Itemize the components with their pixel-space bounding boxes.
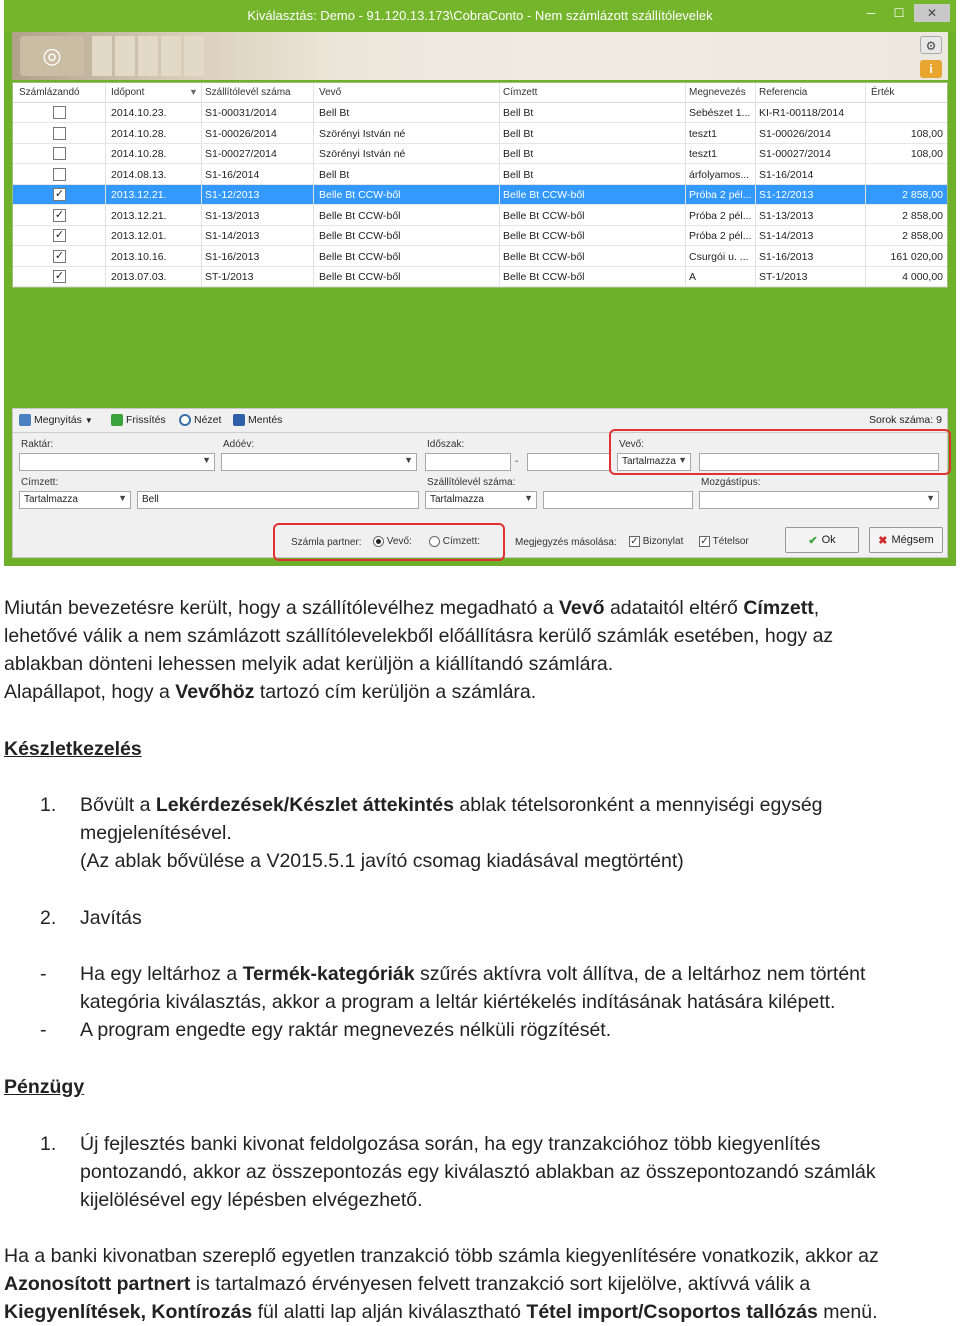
table-row[interactable] <box>13 144 947 164</box>
cell-cimzett: Bell Bt <box>503 107 534 119</box>
cimzett-input[interactable] <box>137 491 419 509</box>
mozgas-select[interactable] <box>699 491 939 509</box>
cell-cimzett: Bell Bt <box>503 127 534 140</box>
cell-ertek: 161 020,00 <box>890 250 943 263</box>
table-row[interactable] <box>13 185 947 205</box>
column-header-szamlazando[interactable]: Számlázandó <box>19 87 80 98</box>
fix-2: A program engedte egy raktár megnevezés nélküli rögzítését. <box>80 1019 612 1041</box>
refresh-label: Frissítés <box>126 414 166 426</box>
keszlet-item-1-line-3: (Az ablak bővülése a V2015.5.1 javító csomag kiadásával megtörtént) <box>80 850 684 872</box>
open-label: Megnyitás <box>34 414 82 426</box>
cancel-button[interactable] <box>869 527 943 553</box>
penzugy-item-line-1: Új fejlesztés banki kivonat feldolgozása során, ha egy tranzakcióhoz több kiegyenlítés <box>80 1133 821 1155</box>
row-checkbox[interactable] <box>53 106 66 119</box>
row-checkbox[interactable]: ✓ <box>54 188 65 200</box>
cimzett-mode-value: Tartalmazza <box>24 494 78 505</box>
table-row[interactable] <box>13 247 947 267</box>
tetelsor-checkbox[interactable] <box>699 536 749 547</box>
fix-1-line-1: Ha egy leltárhoz a Termék-kategóriák szűrés aktívra volt állítva, de a leltárhoz nem történt <box>80 963 866 985</box>
tetelsor-label: Tételsor <box>712 536 749 548</box>
column-header-ertek[interactable]: Érték <box>871 87 895 98</box>
radio-vevo-label: Vevő: <box>386 536 412 548</box>
table-row[interactable] <box>13 165 947 185</box>
closing-line-3: Kiegyenlítések, Kontírozás fül alatti lap alján kiválasztható Tétel import/Csoportos tallózás menü. <box>4 1301 878 1323</box>
app-logo-icon: ◎ <box>20 36 84 76</box>
cell-date: 2013.10.16. <box>111 250 167 263</box>
cell-vevo: Szörényi István né <box>319 148 406 160</box>
cell-vevo: Bell Bt <box>319 107 350 119</box>
refresh-icon <box>111 414 123 426</box>
cell-date: 2014.10.28. <box>111 127 167 140</box>
save-button[interactable] <box>233 414 282 426</box>
row-checkbox[interactable]: ✓ <box>54 208 65 221</box>
closing-line-2: Azonosított partnert is tartalmazó érvényesen felvett tranzakció sort kijelölve, aktívvá válik a <box>4 1273 811 1295</box>
adoev-label: Adóév: <box>223 439 255 450</box>
row-checkbox[interactable]: ✓ <box>54 270 65 282</box>
cell-date: 2014.10.23. <box>111 107 167 119</box>
cell-date: 2013.12.21. <box>111 209 167 222</box>
penzugy-item-line-3: kijelölésével egy lépésben elvégezhető. <box>80 1189 423 1211</box>
minimize-button[interactable]: ─ <box>866 6 876 20</box>
row-checkbox[interactable] <box>53 127 66 140</box>
cell-vevo: Szörényi István né <box>319 127 406 140</box>
radio-vevo[interactable] <box>373 536 412 547</box>
row-count: Sorok száma: 9 <box>869 414 942 426</box>
cell-referencia: ST-1/2013 <box>759 271 808 283</box>
cell-cimzett: Belle Bt CCW-ből <box>503 250 585 263</box>
cimzett-mode-select[interactable] <box>19 491 131 509</box>
magnifier-icon <box>179 414 191 426</box>
chevron-down-icon: ▼ <box>404 455 413 465</box>
maximize-button[interactable]: ☐ <box>893 6 905 20</box>
table-row[interactable] <box>13 206 947 226</box>
heading-keszletkezeles: Készletkezelés <box>4 738 142 760</box>
table-row[interactable] <box>13 124 947 144</box>
cell-date: 2014.10.28. <box>111 148 167 160</box>
vevo-label: Vevő: <box>619 439 645 450</box>
cell-megnevezes: Csurgói u. ... <box>689 250 749 263</box>
row-checkbox[interactable]: ✓ <box>54 229 65 241</box>
folder-icon <box>19 414 31 426</box>
cell-ertek: 2 858,00 <box>902 230 943 242</box>
szallito-label: Szállítólevél száma: <box>427 477 516 488</box>
adoev-select[interactable] <box>221 453 417 471</box>
partner-label: Számla partner: <box>291 537 362 548</box>
mozgas-label: Mozgástípus: <box>701 477 761 488</box>
view-button[interactable] <box>179 414 221 426</box>
info-icon[interactable]: i <box>920 60 942 78</box>
cell-ertek: 108,00 <box>910 127 943 140</box>
checkmark-icon: ✔ <box>808 534 818 547</box>
row-checkbox[interactable] <box>53 147 66 160</box>
cell-megnevezes: Próba 2 pél... <box>689 189 752 201</box>
list-number: 2. <box>40 907 57 929</box>
szallito-mode-value: Tartalmazza <box>430 494 484 505</box>
cell-vevo: Belle Bt CCW-ből <box>319 271 401 283</box>
cell-vevo: Bell Bt <box>319 168 350 181</box>
cell-megnevezes: teszt1 <box>689 148 718 160</box>
vevo-mode-value: Tartalmazza <box>622 456 676 467</box>
cell-date: 2013.07.03. <box>111 271 167 283</box>
cell-number: S1-00031/2014 <box>205 107 277 119</box>
cell-number: S1-16/2014 <box>205 168 260 181</box>
save-label: Mentés <box>248 414 283 426</box>
cell-vevo: Belle Bt CCW-ből <box>319 230 401 242</box>
cell-megnevezes: Próba 2 pél... <box>689 230 752 242</box>
cell-megnevezes: Próba 2 pél... <box>689 209 752 222</box>
table-row[interactable] <box>13 267 947 287</box>
bizonylat-label: Bizonylat <box>642 536 684 548</box>
cell-date: 2014.08.13. <box>111 168 167 181</box>
chevron-down-icon: ▼ <box>926 493 935 503</box>
cell-cimzett: Bell Bt <box>503 168 534 181</box>
cell-referencia: KI-R1-00118/2014 <box>759 107 845 119</box>
column-header-idopont[interactable]: Időpont <box>111 87 145 98</box>
vevo-highlight-box <box>609 429 951 475</box>
intro-line-2: lehetővé válik a nem számlázott szállítólevelekből előállításra kerülő számlák esetében, hogy az <box>4 625 834 647</box>
cell-megnevezes: teszt1 <box>689 127 718 140</box>
column-header-szallitolevel[interactable]: Szállítólevél száma <box>205 87 291 98</box>
floppy-icon <box>233 414 245 426</box>
radio-cimzett-label: Címzett: <box>442 536 481 548</box>
cell-vevo: Belle Bt CCW-ből <box>319 189 401 201</box>
x-icon: ✖ <box>878 534 888 547</box>
cell-megnevezes: A <box>689 271 697 283</box>
idoszak-label: Időszak: <box>427 439 465 450</box>
intro-line-1: Miután bevezetésre került, hogy a szállítólevélhez megadható a Vevő adataitól eltérő Címzett, <box>4 597 820 619</box>
cell-megnevezes: Sebészet 1... <box>689 107 751 119</box>
keszlet-item-2: Javítás <box>80 907 142 929</box>
radio-selected-icon <box>373 536 384 547</box>
column-header-cimzett[interactable]: Címzett <box>503 87 538 98</box>
cell-referencia: S1-16/2013 <box>759 250 814 263</box>
cell-ertek: 4 000,00 <box>902 271 943 283</box>
grid-header <box>13 83 947 103</box>
szallito-mode-select[interactable] <box>425 491 537 509</box>
cancel-label: Mégsem <box>891 534 934 546</box>
cell-cimzett: Belle Bt CCW-ből <box>503 271 585 283</box>
refresh-button[interactable] <box>111 414 166 426</box>
idoszak-dash: - <box>515 456 519 467</box>
cell-cimzett: Belle Bt CCW-ből <box>503 189 585 201</box>
cell-number: S1-00027/2014 <box>205 148 277 160</box>
penzugy-item-line-2: pontozandó, akkor az összepontozás egy kiválasztó ablakban az összepontozandó számlák <box>80 1161 876 1183</box>
list-dash: - <box>40 1019 47 1041</box>
list-number: 1. <box>40 1133 57 1155</box>
radio-empty-icon <box>429 536 440 547</box>
chevron-down-icon: ▼ <box>202 455 211 465</box>
cell-number: ST-1/2013 <box>205 271 254 283</box>
cell-ertek: 2 858,00 <box>902 189 943 201</box>
cell-ertek: 108,00 <box>910 148 943 160</box>
cell-cimzett: Belle Bt CCW-ből <box>503 230 585 242</box>
intro-line-4: Alapállapot, hogy a Vevőhöz tartozó cím kerüljön a számlára. <box>4 681 537 703</box>
cell-number: S1-16/2013 <box>205 250 260 263</box>
cell-referencia: S1-12/2013 <box>759 189 814 201</box>
row-checkbox[interactable]: ✓ <box>54 249 65 262</box>
selection-window <box>4 0 956 566</box>
cell-referencia: S1-00027/2014 <box>759 148 831 160</box>
table-row[interactable] <box>13 226 947 246</box>
cell-number: S1-00026/2014 <box>205 127 277 140</box>
chevron-down-icon: ▼ <box>678 455 687 465</box>
cell-vevo: Belle Bt CCW-ből <box>319 250 401 263</box>
sort-desc-icon: ▼ <box>189 87 198 97</box>
column-header-referencia[interactable]: Referencia <box>759 87 808 98</box>
cell-vevo: Belle Bt CCW-ből <box>319 209 401 222</box>
list-dash: - <box>40 963 47 985</box>
cell-date: 2013.12.01. <box>111 230 167 242</box>
intro-line-3: ablakban dönteni lehessen melyik adat kerüljön a kiállítandó számlára. <box>4 653 614 675</box>
check-icon: ✓ <box>700 536 709 547</box>
column-header-megnevezes[interactable]: Megnevezés <box>689 87 746 98</box>
column-header-vevo[interactable]: Vevő <box>319 87 342 98</box>
ok-label: Ok <box>821 534 836 546</box>
cimzett-value: Bell <box>142 494 159 505</box>
cell-cimzett: Belle Bt CCW-ből <box>503 209 585 222</box>
filter-panel <box>12 408 948 558</box>
settings-gear-icon[interactable]: ⚙ <box>920 36 942 54</box>
heading-penzugy: Pénzügy <box>4 1076 85 1098</box>
check-icon: ✓ <box>630 536 639 547</box>
bizonylat-checkbox[interactable] <box>629 536 683 547</box>
cimzett-label: Címzett: <box>21 477 59 488</box>
raktar-label: Raktár: <box>21 439 54 450</box>
megjegyzes-label: Megjegyzés másolása: <box>515 537 617 548</box>
cell-megnevezes: árfolyamos... <box>689 168 750 181</box>
cell-referencia: S1-16/2014 <box>759 168 814 181</box>
cell-referencia: S1-00026/2014 <box>759 127 831 140</box>
cell-number: S1-12/2013 <box>205 189 260 201</box>
cell-date: 2013.12.21. <box>111 189 167 201</box>
list-number: 1. <box>40 794 57 816</box>
cell-ertek: 2 858,00 <box>902 209 943 222</box>
idoszak-to-input[interactable] <box>527 453 611 471</box>
header-banner <box>12 32 948 80</box>
close-button[interactable]: ✕ <box>914 4 950 22</box>
fix-1-line-2: kategória kiválasztás, akkor a program a leltár kiértékelés indításának hatására kilépett. <box>80 991 836 1013</box>
chevron-down-icon: ▼ <box>524 493 533 503</box>
row-checkbox[interactable] <box>53 168 66 181</box>
cell-number: S1-13/2013 <box>205 209 260 222</box>
idoszak-from-input[interactable] <box>425 453 511 471</box>
delivery-notes-grid <box>12 82 948 288</box>
cell-referencia: S1-13/2013 <box>759 209 814 222</box>
dropdown-arrow-icon: ▼ <box>84 415 93 425</box>
chevron-down-icon: ▼ <box>118 493 127 503</box>
cell-number: S1-14/2013 <box>205 230 260 242</box>
cell-referencia: S1-14/2013 <box>759 230 814 242</box>
closing-line-1: Ha a banki kivonatban szereplő egyetlen tranzakció több számla kiegyenlítésére vonatkozik, akkor az <box>4 1245 879 1267</box>
keszlet-item-1-line-1: Bővült a Lekérdezések/Készlet áttekintés ablak tételsoronként a mennyiségi egység <box>80 794 823 816</box>
cell-cimzett: Bell Bt <box>503 148 534 160</box>
open-button[interactable] <box>19 414 93 426</box>
view-label: Nézet <box>194 414 222 426</box>
szallito-input[interactable] <box>543 491 693 509</box>
ok-button[interactable] <box>785 527 859 553</box>
banner-decoration <box>92 36 204 76</box>
table-row[interactable] <box>13 103 947 123</box>
keszlet-item-1-line-2: megjelenítésével. <box>80 822 232 844</box>
window-title: Kiválasztás: Demo - 91.120.13.173\CobraConto - Nem számlázott szállítólevelek <box>247 8 713 23</box>
title-bar <box>4 0 956 32</box>
raktar-select[interactable] <box>19 453 215 471</box>
radio-cimzett[interactable] <box>429 536 480 547</box>
